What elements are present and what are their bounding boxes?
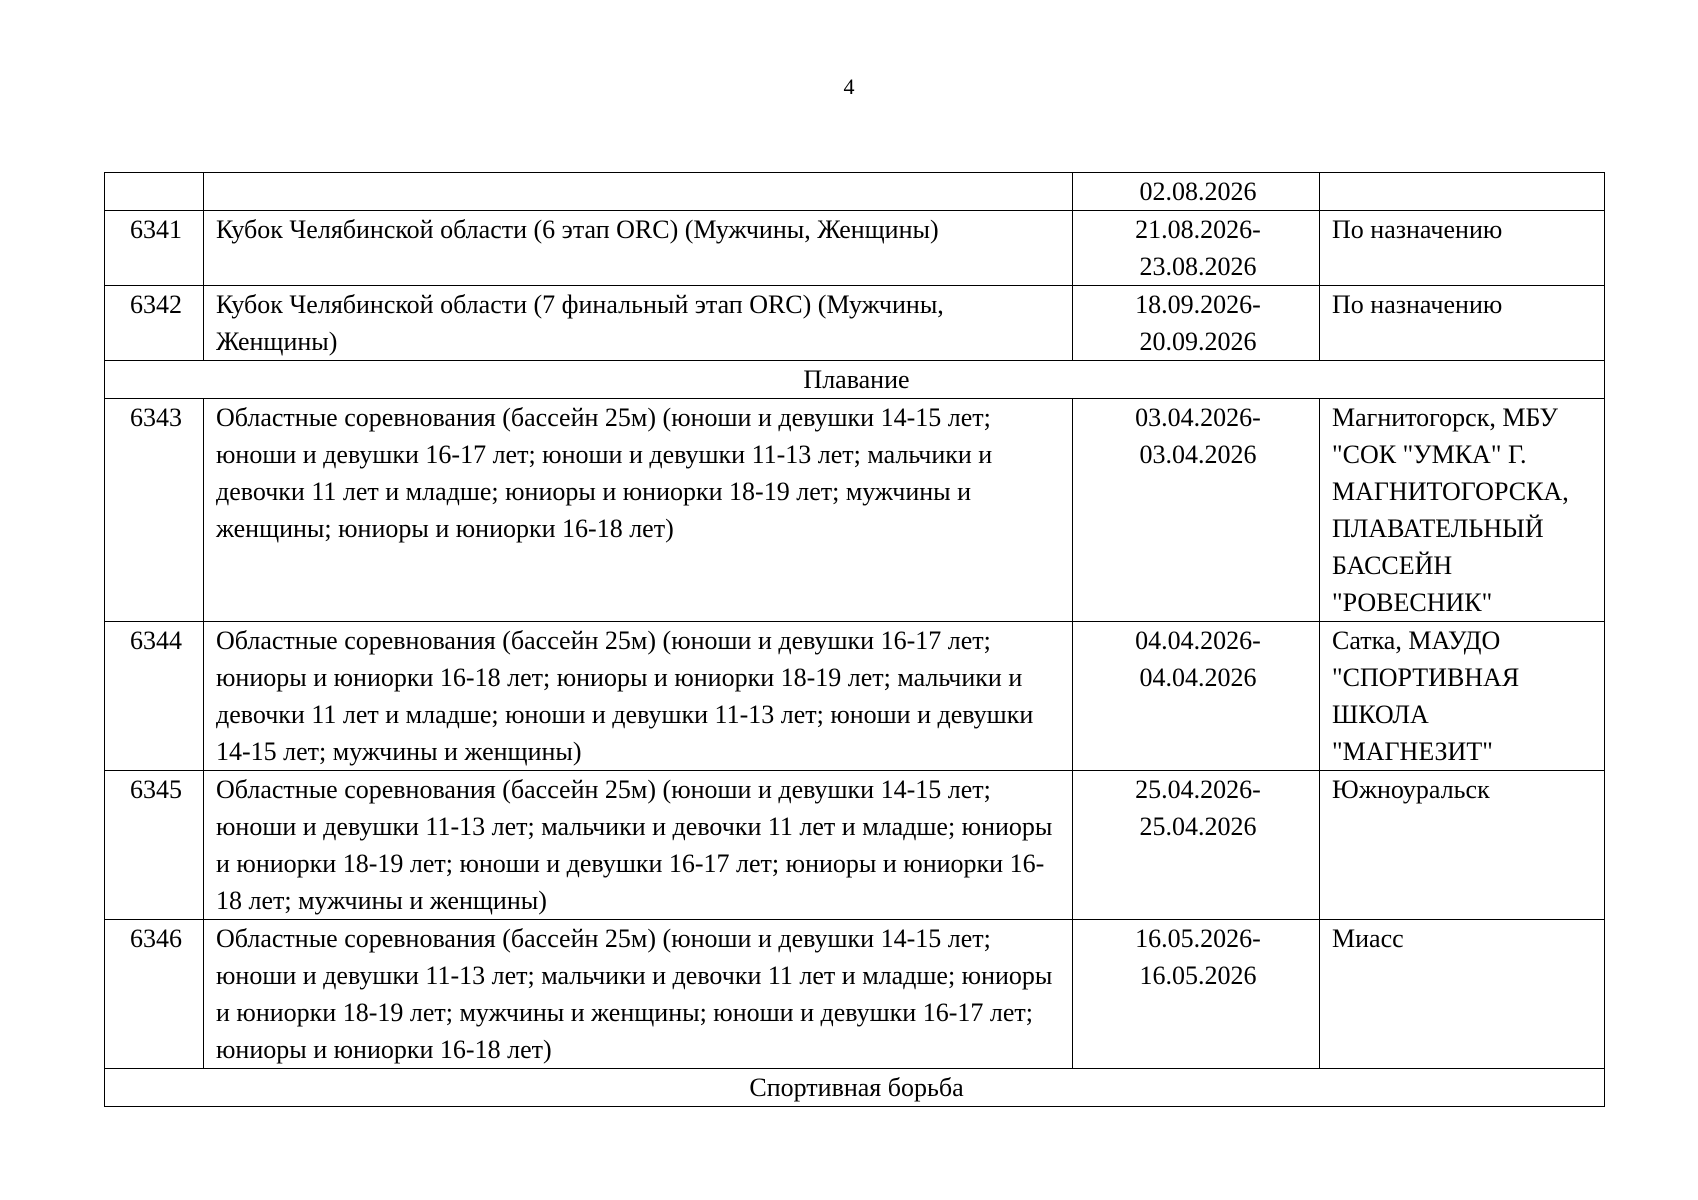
event-name: Кубок Челябинской области (6 этап ORC) (Мужчины, Женщины) — [204, 211, 1073, 286]
event-dates — [1073, 173, 1320, 211]
event-name: Кубок Челябинской области (7 финальный этап ORC) (Мужчины, Женщины) — [204, 286, 1073, 361]
event-start-date: 18.09.2026- — [1135, 290, 1261, 319]
page-number: 4 — [843, 74, 855, 99]
event-number: 6343 — [105, 399, 204, 622]
event-place: По назначению — [1320, 286, 1605, 361]
table-row — [105, 920, 1605, 1069]
event-name: Областные соревнования (бассейн 25м) (юноши и девушки 14-15 лет; юноши и девушки 11-13 лет; мальчики и девочки 11 лет и младше; юниоры и юниорки 18-19 лет; мужчины и женщины; юноши и девушки 16-17 лет; юниоры и юниорки 16-18 лет) — [204, 920, 1073, 1069]
table-row — [105, 771, 1605, 920]
event-place: По назначению — [1320, 211, 1605, 286]
event-end-date: 02.08.2026 — [1139, 177, 1257, 206]
table-row — [105, 173, 1605, 211]
event-name — [204, 173, 1073, 211]
event-name: Областные соревнования (бассейн 25м) (юноши и девушки 16-17 лет; юниоры и юниорки 16-18 лет; юниоры и юниорки 18-19 лет; мальчики и девочки 11 лет и младше; юноши и девушки 11-13 лет; юноши и девушки 14-15 лет; мужчины и женщины) — [204, 622, 1073, 771]
table-row — [105, 622, 1605, 771]
event-end-date: 03.04.2026 — [1139, 440, 1257, 469]
event-place — [1320, 173, 1605, 211]
section-row — [105, 361, 1605, 399]
event-place: Южноуральск — [1320, 771, 1605, 920]
event-start-date: 25.04.2026- — [1135, 775, 1261, 804]
event-place: Магнитогорск, МБУ "СОК "УМКА" Г. МАГНИТОГОРСКА, ПЛАВАТЕЛЬНЫЙ БАССЕЙН "РОВЕСНИК" — [1320, 399, 1605, 622]
event-dates — [1073, 286, 1320, 361]
event-number: 6345 — [105, 771, 204, 920]
events-table — [104, 172, 1605, 1107]
section-row — [105, 1069, 1605, 1107]
event-end-date: 04.04.2026 — [1139, 663, 1257, 692]
event-place: Сатка, МАУДО "СПОРТИВНАЯ ШКОЛА "МАГНЕЗИТ" — [1320, 622, 1605, 771]
event-dates — [1073, 211, 1320, 286]
event-place: Миасс — [1320, 920, 1605, 1069]
event-start-date: 04.04.2026- — [1135, 626, 1261, 655]
event-dates — [1073, 622, 1320, 771]
section-title: Плавание — [105, 361, 1605, 399]
event-number: 6342 — [105, 286, 204, 361]
event-end-date: 20.09.2026 — [1139, 327, 1257, 356]
event-start-date: 21.08.2026- — [1135, 215, 1261, 244]
event-number: 6346 — [105, 920, 204, 1069]
event-number — [105, 173, 204, 211]
event-number: 6344 — [105, 622, 204, 771]
event-dates — [1073, 920, 1320, 1069]
event-end-date: 16.05.2026 — [1139, 961, 1257, 990]
event-name: Областные соревнования (бассейн 25м) (юноши и девушки 14-15 лет; юноши и девушки 11-13 лет; мальчики и девочки 11 лет и младше; юниоры и юниорки 18-19 лет; юноши и девушки 16-17 лет; юниоры и юниорки 16-18 лет; мужчины и женщины) — [204, 771, 1073, 920]
event-dates — [1073, 399, 1320, 622]
table-row — [105, 286, 1605, 361]
event-dates — [1073, 771, 1320, 920]
event-end-date: 23.08.2026 — [1139, 252, 1257, 281]
event-start-date: 03.04.2026- — [1135, 403, 1261, 432]
section-title: Спортивная борьба — [105, 1069, 1605, 1107]
table-row — [105, 211, 1605, 286]
event-number: 6341 — [105, 211, 204, 286]
event-start-date: 16.05.2026- — [1135, 924, 1261, 953]
event-name: Областные соревнования (бассейн 25м) (юноши и девушки 14-15 лет; юноши и девушки 16-17 лет; юноши и девушки 11-13 лет; мальчики и девочки 11 лет и младше; юниоры и юниорки 18-19 лет; мужчины и женщины; юниоры и юниорки 16-18 лет) — [204, 399, 1073, 622]
event-end-date: 25.04.2026 — [1139, 812, 1257, 841]
table-row — [105, 399, 1605, 622]
